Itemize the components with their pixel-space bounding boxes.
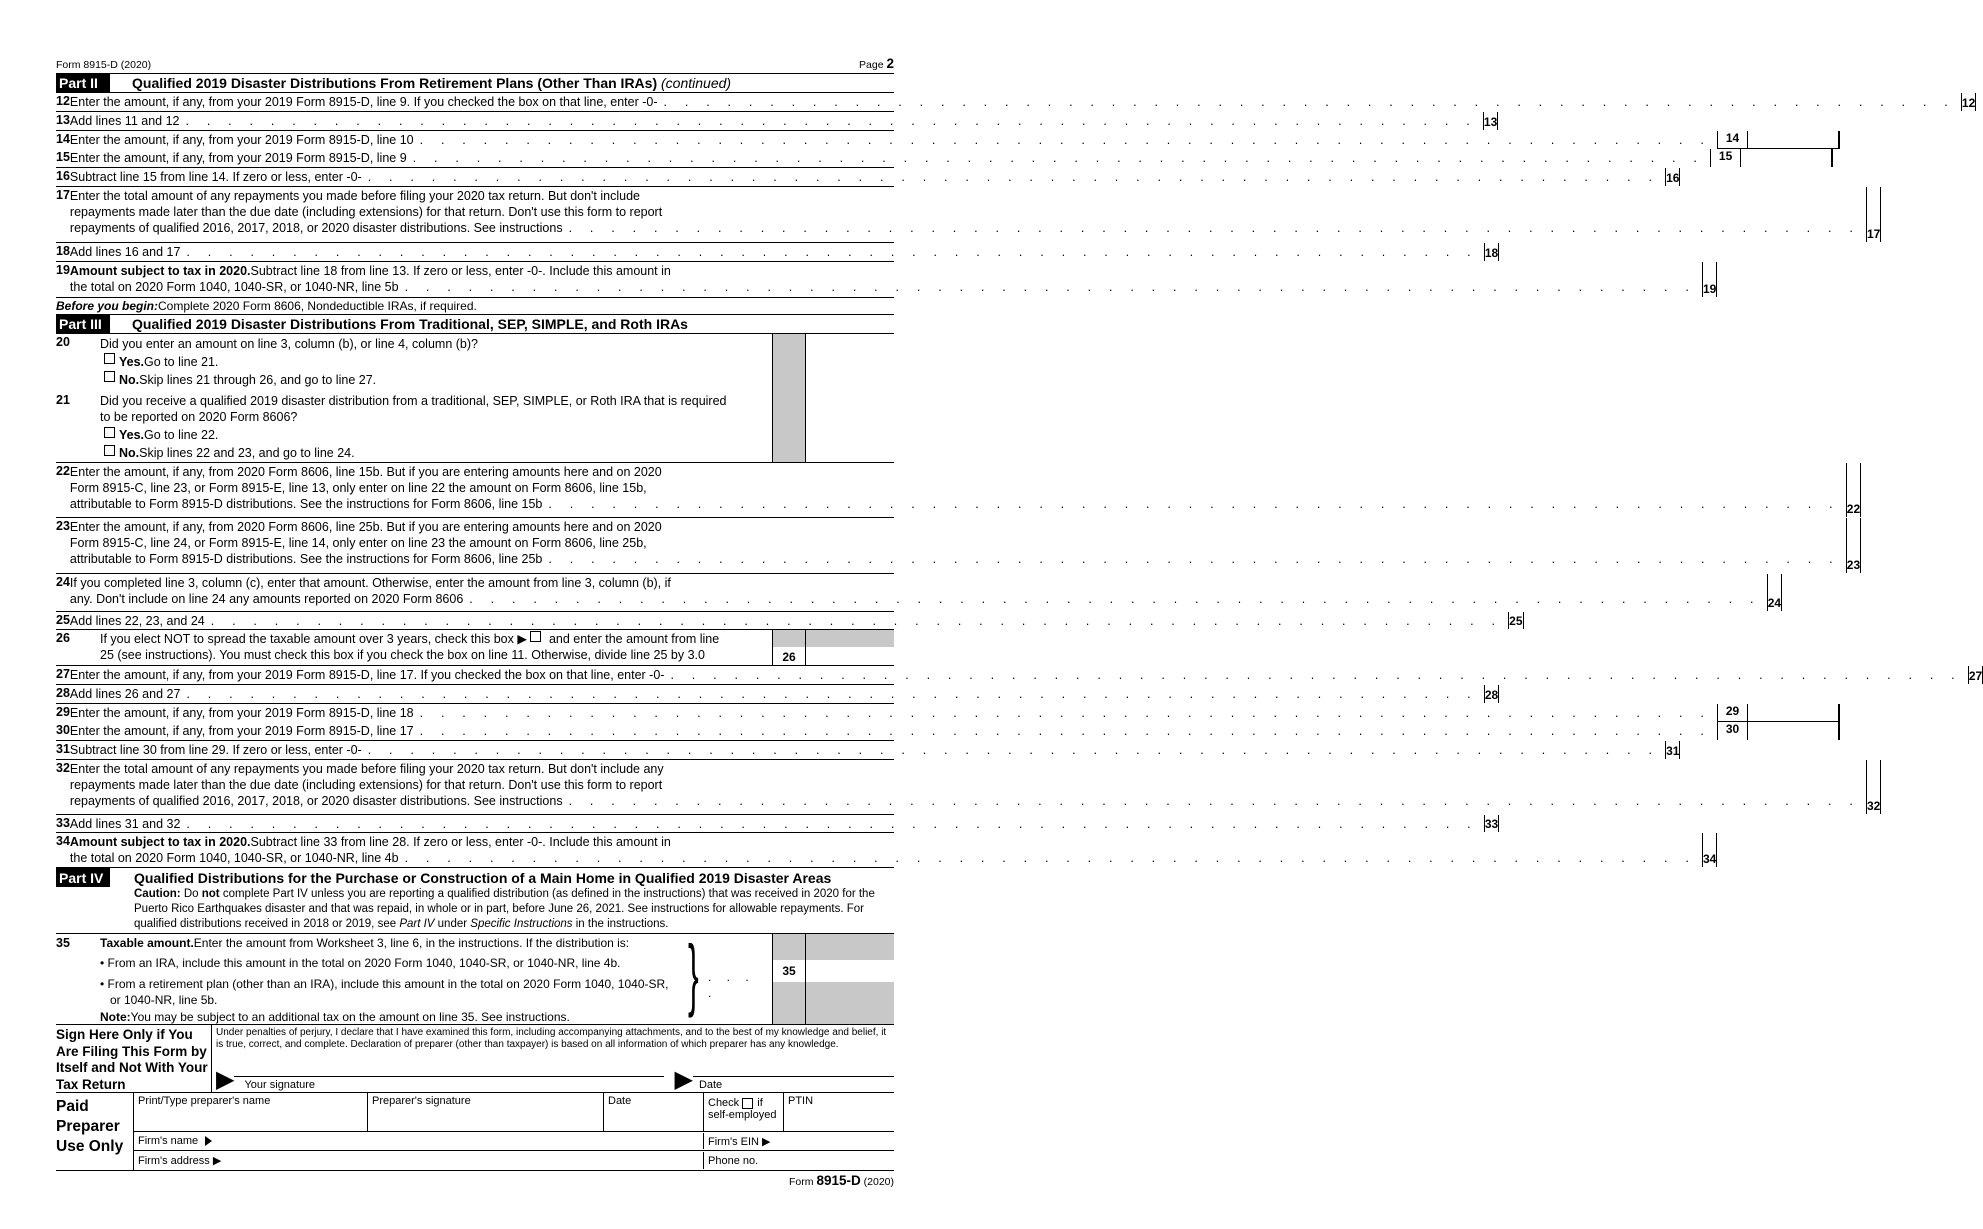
line-box-label: 18 — [1484, 243, 1499, 261]
line-23 — [56, 518, 1861, 574]
blank-cell — [806, 334, 894, 389]
line-text: Subtract line 30 from line 29. If zero or less, enter -0- — [69, 743, 362, 757]
ptin-label: PTIN — [788, 1095, 814, 1107]
line-27 — [56, 666, 1983, 685]
inner-box-label: 14 — [1718, 131, 1748, 148]
line-text: Form 8915-C, line 23, or Form 8915-E, line 13, only enter on line 22 the amount on Form 8606, line 15b, — [69, 481, 647, 495]
line-num: 27 — [56, 667, 70, 681]
line-24 — [56, 574, 1782, 612]
line-num: 22 — [56, 464, 70, 478]
line-14-amount-field[interactable] — [1748, 131, 1838, 148]
shaded-cell — [772, 389, 806, 462]
before-you-begin — [56, 298, 894, 315]
date-arrow-icon: ▶ — [674, 1066, 693, 1093]
line-34 — [56, 833, 1717, 868]
leader-dots: . . . . . . . . . . . . . . . . . . . . . . . . . . . . . . . . . . . . . . . . . . . . . . . . . . . . . . . . . . . . . — [568, 794, 1860, 808]
line-num: 21 — [56, 393, 70, 407]
self-employed-checkbox[interactable] — [742, 1098, 753, 1109]
leader-dots: . . . . . . . . . . . . . . . . . . . . . . . . . . . . . . . . . . . . . . . . . . . . . . . . . . . . . . . . . . . . . — [367, 170, 1660, 184]
preparer-date-label: Date — [608, 1095, 632, 1107]
caution-italic: Specific Instructions — [470, 918, 573, 930]
bullet-text: • From an IRA, include this amount in the total on 2020 Form 1040, 1040-SR, or 1040-NR, line 4b. — [100, 955, 621, 970]
caution-text: complete Part IV unless you are reporting a qualified distribution (as defined in the instructions) that was received in 2020 for the Puerto Rico Earthquakes disaster and that was repaid, in whole or in part, before June 26, 2021. See instructions for allowable repayments. For qualified distributions received in 2018 or 2019, see — [134, 888, 875, 930]
line-28 — [56, 685, 1499, 704]
leader-dots: . . . . . . . . . . . . . . . . . . . . . . . . . . . . . . . . . . . . . . . . . . . . . . . . . . . . . . . . . . . . . — [670, 668, 1962, 682]
line-box-label: 19 — [1702, 262, 1717, 297]
no-text: Skip lines 21 through 26, and go to line 27. — [139, 373, 377, 387]
line-31 — [56, 741, 1680, 760]
shaded-cell — [1831, 149, 1833, 167]
part4-caution — [56, 887, 894, 934]
line-text: Did you receive a qualified 2019 disaster distribution from a traditional, SEP, SIMPLE, or Roth IRA that is required — [100, 394, 727, 408]
line-text: Enter the total amount of any repayments you made before filing your 2020 tax return. But don't include — [69, 189, 640, 203]
line-box-label: 27 — [1968, 666, 1983, 684]
line-text: Subtract line 33 from line 28. If zero or less, enter -0-. Include this amount in — [250, 835, 671, 849]
part4-title: Qualified Distributions for the Purchase or Construction of a Main Home in Qualified 2019 Disaster Areas — [134, 869, 832, 886]
line-box-label: 13 — [1483, 112, 1498, 130]
line-num: 28 — [56, 686, 70, 700]
line-14 — [56, 131, 1740, 149]
line-26 — [56, 630, 894, 666]
page-footer — [56, 1171, 894, 1188]
firm-ein-field[interactable] — [704, 1133, 894, 1150]
preparer-date-field[interactable] — [604, 1093, 704, 1131]
line-30 — [56, 722, 1740, 741]
line-text: the total on 2020 Form 1040, 1040-SR, or 1040-NR, line 4b — [69, 851, 399, 865]
line-text: Enter the amount, if any, from your 2019 Form 8915-D, line 10 — [69, 133, 414, 147]
part4-header — [56, 868, 894, 887]
line-15-amount-field[interactable] — [1741, 149, 1831, 167]
line-num: 32 — [56, 761, 70, 775]
firm-address-label: Firm's address ▶ — [138, 1155, 222, 1168]
line-box-label: 28 — [1484, 685, 1499, 703]
line-text: Subtract line 18 from line 13. If zero or less, enter -0-. Include this amount in — [250, 264, 671, 278]
line-box-label: 16 — [1665, 168, 1680, 186]
caution-italic: Part IV — [399, 918, 435, 930]
line-num: 24 — [56, 575, 70, 589]
line-text: Add lines 31 and 32 — [69, 817, 181, 831]
signature-line — [216, 1062, 894, 1092]
line-text: the total on 2020 Form 1040, 1040-SR, or 1040-NR, line 5b — [69, 280, 399, 294]
page-header — [56, 52, 894, 74]
line-box-label: 22 — [1846, 463, 1861, 517]
footer-form-word: Form — [789, 1176, 814, 1188]
before-begin-bold: Before you begin: — [56, 299, 159, 313]
line-box-label: 17 — [1866, 187, 1881, 242]
leader-dots: . . . . . . . . . . . . . . . . . . . . . . . . . . . . . . . . . . . . . . . . . . . . . . . . . . . . . . . . . . . . . — [367, 743, 1660, 757]
line-num: 33 — [56, 816, 70, 830]
line-text: Enter the amount, if any, from your 2019 Form 8915-D, line 9 — [69, 151, 407, 165]
yes-text: Go to line 22. — [144, 428, 219, 442]
line-num: 29 — [56, 705, 70, 719]
line-num: 23 — [56, 519, 70, 533]
preparer-section — [56, 1093, 894, 1171]
part2-title-text: Qualified 2019 Disaster Distributions From Retirement Plans (Other Than IRAs) — [132, 75, 658, 91]
line-box-label: 26 — [772, 630, 806, 665]
line-17 — [56, 187, 1881, 243]
shaded-cell — [1838, 722, 1840, 740]
shaded-cell — [1838, 704, 1840, 722]
form-page — [56, 52, 1983, 1188]
line-text: Add lines 11 and 12 — [69, 114, 180, 128]
part2-title-suffix: (continued) — [661, 75, 732, 91]
line-num: 25 — [56, 613, 70, 627]
part3-header — [56, 315, 894, 334]
line-num: 17 — [56, 188, 70, 202]
firm-name-arrow-icon — [205, 1136, 212, 1146]
inner-box-label: 30 — [1718, 722, 1748, 740]
line-box-label: 25 — [1509, 614, 1523, 628]
shaded-cell — [1838, 131, 1840, 149]
shaded-cell — [772, 334, 806, 389]
yes-label: Yes. — [119, 355, 145, 369]
perjury-statement: Under penalties of perjury, I declare that I have examined this form, including accompanying attachments, and to the best of my knowledge and belief, it is true, correct, and complete. Declaration of preparer (other than taxpayer) is based on all information of which preparer has any knowledge. — [216, 1027, 887, 1050]
inner-box-label: 15 — [1711, 149, 1741, 167]
no-label: No. — [119, 373, 140, 387]
line-num: 18 — [56, 244, 70, 258]
bullet-text: or 1040-NR, line 5b. — [110, 992, 218, 1007]
line-text: If you elect NOT to spread the taxable amount over 3 years, check this box — [100, 632, 514, 646]
part4-tag: Part IV — [56, 868, 110, 887]
line-text: Enter the amount, if any, from your 2019 Form 8915-D, line 9. If you checked the box on that line, enter -0- — [69, 95, 658, 109]
bullet-text: • From a retirement plan (other than an IRA), include this amount in the total on 2020 Form 1040, 1040-SR, — [100, 977, 669, 991]
sign-date-field[interactable] — [693, 1076, 894, 1092]
pointer-arrow-icon: ▶ — [517, 632, 527, 646]
sign-label: Sign Here Only if You Are Filing This Form by Itself and Not With Your Tax Return — [56, 1025, 212, 1092]
line-21-yes-checkbox[interactable] — [104, 427, 115, 438]
footer-form-name: 8915-D — [816, 1173, 861, 1188]
preparer-signature-label: Preparer's signature — [372, 1095, 471, 1107]
line-29 — [56, 704, 1740, 722]
leader-dots: . . . . . . . . . . . . . . . . . . . . . . . . . . . . . . . . . . . . . . . . . . . . . . . . . . . . . . . . . . . . . — [186, 687, 1478, 701]
line-num: 20 — [56, 335, 70, 349]
line-25 — [56, 612, 1523, 630]
line-num: 16 — [56, 169, 70, 183]
line-text: Add lines 22, 23, and 24 — [69, 614, 205, 628]
self-employed-label: self-employed — [708, 1109, 777, 1121]
leader-dots: . . . . . . . . . . . . . . . . . . . . . . . . . . . . . . . . . . . . . . . . . . . . . . . . . . . . . . . . . . . . . — [419, 724, 1712, 738]
line-text: and enter the amount from line — [548, 632, 720, 646]
if-label: if — [757, 1097, 763, 1109]
line-text: Form 8915-C, line 24, or Form 8915-E, line 14, only enter on line 23 the amount on Form 8606, line 25b, — [69, 536, 647, 550]
line-text: Add lines 26 and 27 — [69, 687, 181, 701]
caution-not: not — [201, 888, 220, 900]
line-text: Enter the amount, if any, from your 2019 Form 8915-D, line 17 — [69, 724, 414, 738]
line-26-elect-checkbox[interactable] — [530, 631, 541, 642]
line-bold-text: Taxable amount. — [100, 936, 194, 950]
note-text: You may be subject to an additional tax on the amount on line 35. See instructions. — [130, 1010, 570, 1024]
page-number — [859, 56, 894, 71]
part2-title — [110, 74, 731, 92]
brace-icon: } — [688, 929, 699, 1018]
line-text: repayments of qualified 2016, 2017, 2018, or 2020 disaster distributions. See instructions — [69, 221, 563, 235]
line-22 — [56, 462, 1861, 518]
preparer-name-label: Print/Type preparer's name — [138, 1095, 271, 1107]
line-text: Enter the amount, if any, from 2020 Form 8606, line 15b. But if you are entering amounts here and on 2020 — [69, 465, 662, 479]
self-employed-check — [704, 1093, 784, 1131]
part2-tag: Part II — [56, 74, 110, 92]
preparer-label: Paid Preparer Use Only — [56, 1093, 134, 1170]
line-35 — [56, 929, 894, 1025]
leader-dots: . . . . . . . . . . . . . . . . . . . . . . . . . . . . . . . . . . . . . . . . . . . . . . . . . . . . . . . . . . . . . — [404, 280, 1696, 294]
leader-dots: . . . . . . . . . . . . . . . . . . . . . . . . . . . . . . . . . . . . . . . . . . . . . . . . . . . . . . . . . . . . . — [210, 614, 1503, 628]
line-num: 31 — [56, 742, 70, 756]
line-33 — [56, 815, 1499, 833]
line-text: repayments made later than the due date (including extensions) for that return. Don't use this form to report — [69, 205, 663, 219]
line-20 — [56, 334, 894, 389]
line-text: Enter the amount from Worksheet 3, line 6, in the instructions. If the distribution is: — [193, 936, 630, 950]
phone-label: Phone no. — [708, 1154, 759, 1167]
line-text: to be reported on 2020 Form 8606? — [100, 410, 298, 424]
caution-text: Do — [180, 888, 202, 900]
check-label: Check — [708, 1097, 740, 1109]
line-21-no-checkbox[interactable] — [104, 445, 115, 456]
line-35-amount-field[interactable] — [806, 934, 894, 1024]
blank-cell — [806, 389, 894, 462]
yes-text: Go to line 21. — [144, 355, 219, 369]
leader-dots: . . . . . . . . . . . . . . . . . . . . . . . . . . . . . . . . . . . . . . . . . . . . . . . . . . . . . . . . . . . . . — [404, 851, 1696, 865]
leader-dots: . . . . . . . . . . . . . . . . . . . . . . . . . . . . . . . . . . . . . . . . . . . . . . . . . . . . . . . . . . . . . — [186, 245, 1478, 259]
line-text: If you completed line 3, column (c), enter that amount. Otherwise, enter the amount from line 3, column (b), if — [69, 576, 671, 590]
line-num: 26 — [56, 631, 70, 645]
line-text: Enter the amount, if any, from 2020 Form 8606, line 25b. But if you are entering amounts here and on 2020 — [69, 520, 662, 534]
line-21 — [56, 389, 894, 462]
firm-address-field[interactable] — [134, 1152, 704, 1169]
ptin-field[interactable] — [784, 1093, 894, 1131]
line-text: attributable to Form 8915-D distributions. See the instructions for Form 8606, line 15b — [69, 497, 543, 511]
page-num: 2 — [886, 56, 894, 71]
line-num: 12 — [56, 94, 70, 108]
caution-text: under — [434, 918, 471, 930]
line-bold-text: Amount subject to tax in 2020. — [69, 264, 251, 278]
line-32 — [56, 760, 1881, 815]
line-text: Enter the total amount of any repayments you made before filing your 2020 tax return. But don't include any — [69, 762, 664, 776]
line-box-label: 35 — [772, 934, 806, 1024]
line-text: Did you enter an amount on line 3, column (b), or line 4, column (b)? — [100, 337, 478, 351]
yes-label: Yes. — [119, 428, 145, 442]
before-begin-text: Complete 2020 Form 8606, Nondeductible IRAs, if required. — [158, 299, 477, 313]
sign-section — [56, 1025, 894, 1093]
line-num: 35 — [56, 936, 70, 950]
leader-dots: . . . . . . . . . . . . . . . . . . . . . . . . . . . . . . . . . . . . . . . . . . . . . . . . . . . . . . . . . . . . . — [185, 114, 1477, 128]
line-bold-text: Amount subject to tax in 2020. — [69, 835, 251, 849]
line-num: 14 — [56, 132, 70, 146]
line-30-amount-field[interactable] — [1748, 722, 1838, 740]
firm-name-field[interactable] — [134, 1133, 704, 1149]
line-16 — [56, 168, 1680, 187]
line-box-label: 31 — [1665, 741, 1680, 759]
line-box-label: 24 — [1767, 574, 1782, 611]
date-label: Date — [698, 1079, 723, 1091]
line-num: 30 — [56, 723, 70, 737]
line-15 — [56, 149, 1733, 168]
leader-dots: . . . . . . . . . . . . . . . . . . . . . . . . . . . . . . . . . . . . . . . . . . . . . . . . . . . . . . . . . . . . . — [186, 817, 1478, 831]
line-text: Enter the amount, if any, from your 2019 Form 8915-D, line 18 — [69, 706, 414, 720]
leader-dots: . . . . . . . . . . . . . . . . . . . . . . . . . . . . . . . . . . . . . . . . . . . . . . . . . . . . . . . . . . . . . — [548, 552, 1840, 566]
line-box-label: 33 — [1484, 817, 1499, 831]
line-box-label: 23 — [1846, 518, 1861, 573]
leader-dots: . . . . . . . . . . . . . . . . . . . . . . . . . . . . . . . . . . . . . . . . . . . . . . . . . . . . . . . . . . . . . — [469, 592, 1761, 606]
line-num: 19 — [56, 263, 70, 277]
line-text: Subtract line 15 from line 14. If zero or less, enter -0- — [69, 170, 362, 184]
line-num: 13 — [56, 113, 70, 127]
line-text: Add lines 16 and 17 — [69, 245, 181, 259]
line-box-label: 34 — [1702, 833, 1717, 867]
line-text: Enter the amount, if any, from your 2019 Form 8915-D, line 17. If you checked the box on that line, enter -0- — [69, 668, 665, 682]
form-label: Form 8915-D (2020) — [56, 59, 152, 71]
firm-ein-label: Firm's EIN ▶ — [708, 1135, 771, 1148]
line-13 — [56, 112, 1498, 131]
line-20-no-checkbox[interactable] — [104, 371, 115, 382]
caution-bold: Caution: — [134, 888, 181, 900]
no-label: No. — [119, 446, 140, 460]
leader-dots: . . . . . . . . . . . . . . . . . . . . . . . . . . . . . . . . . . . . . . . . . . . . . . . . . . . . . . . . . . . . . — [419, 133, 1712, 147]
line-text: repayments of qualified 2016, 2017, 2018, or 2020 disaster distributions. See instructions — [69, 794, 563, 808]
line-26-amount-field[interactable] — [806, 630, 894, 665]
no-text: Skip lines 22 and 23, and go to line 24. — [139, 446, 355, 460]
line-num: 15 — [56, 150, 70, 164]
line-num: 34 — [56, 834, 70, 848]
part3-tag: Part III — [56, 315, 110, 333]
line-box-label: 12 — [1961, 93, 1976, 111]
preparer-signature-field[interactable] — [368, 1093, 604, 1131]
leader-dots: . . . . . . . . . . . . . . . . . . . . . . . . . . . . . . . . . . . . . . . . . . . . . . . . . . . . . . . . . . . . . — [568, 221, 1860, 235]
inner-box-label: 29 — [1718, 704, 1748, 721]
leader-dots: . . . . . . . . . . . . . . . . . . . . . . . . . . . . . . . . . . . . . . . . . . . . . . . . . . . . . . . . . . . . . — [412, 151, 1705, 165]
part2-header — [56, 74, 894, 93]
line-29-amount-field[interactable] — [1748, 704, 1838, 721]
sign-arrow-icon: ▶ — [216, 1066, 235, 1093]
line-box-label: 32 — [1866, 760, 1881, 814]
line-text: any. Don't include on line 24 any amounts reported on 2020 Form 8606 — [69, 592, 464, 606]
line-text: repayments made later than the due date (including extensions) for that return. Don't use this form to report — [69, 778, 663, 792]
page-word: Page — [859, 59, 884, 71]
part3-title: Qualified 2019 Disaster Distributions From Traditional, SEP, SIMPLE, and Roth IRAs — [132, 316, 688, 332]
line-18 — [56, 243, 1499, 262]
line-20-yes-checkbox[interactable] — [104, 353, 115, 364]
your-signature-field[interactable] — [234, 1076, 664, 1092]
note-bold: Note: — [100, 1010, 131, 1024]
leader-dots: . . . . . . . . . . . . . . . . . . . . . . . . . . . . . . . . . . . . . . . . . . . . . . . . . . . . . . . . . . . . . — [663, 95, 1955, 109]
your-signature-label: Your signature — [244, 1079, 316, 1091]
firm-name-label: Firm's name — [138, 1135, 199, 1148]
leader-dots: . . . . — [708, 970, 755, 1000]
leader-dots: . . . . . . . . . . . . . . . . . . . . . . . . . . . . . . . . . . . . . . . . . . . . . . . . . . . . . . . . . . . . . — [419, 706, 1712, 720]
caution-text: in the instructions. — [572, 918, 669, 930]
line-19 — [56, 262, 1717, 298]
line-12 — [56, 93, 1976, 112]
footer-year: (2020) — [863, 1176, 894, 1188]
line-text: attributable to Form 8915-D distributions. See the instructions for Form 8606, line 25b — [69, 552, 543, 566]
leader-dots: . . . . . . . . . . . . . . . . . . . . . . . . . . . . . . . . . . . . . . . . . . . . . . . . . . . . . . . . . . . . . — [548, 497, 1840, 511]
preparer-name-field[interactable] — [134, 1093, 368, 1131]
phone-field[interactable] — [704, 1153, 894, 1169]
line-text: 25 (see instructions). You must check this box if you check the box on line 11. Otherwise, divide line 25 by 3.0 — [100, 648, 705, 662]
